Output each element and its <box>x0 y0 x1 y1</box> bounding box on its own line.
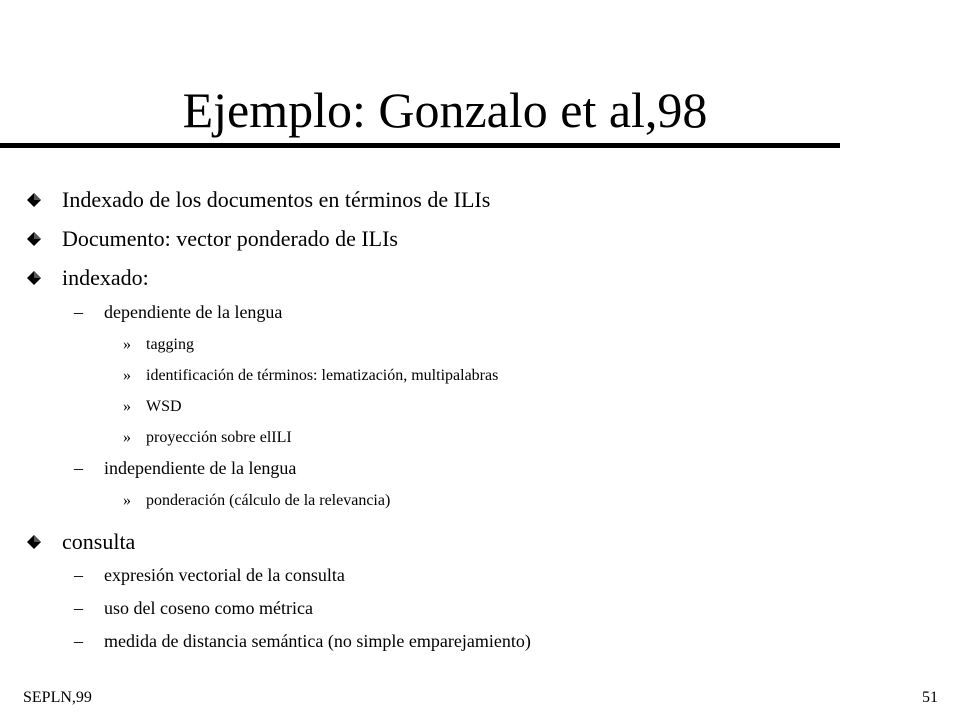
sub-item: independiente de la lengua <box>104 458 297 478</box>
sub-marker: » <box>123 367 131 384</box>
bullet-item: indexado: <box>62 265 149 290</box>
page-number: 51 <box>922 689 938 706</box>
diamond-bullet-icon <box>26 534 42 550</box>
sub-sub-item: identificación de términos: lematización, multipalabras <box>146 367 499 384</box>
sub-sub-item: tagging <box>146 336 194 353</box>
bullet-item: Documento: vector ponderado de ILIs <box>62 226 398 251</box>
sub-item: expresión vectorial de la consulta <box>104 565 345 585</box>
sub-item: dependiente de la lengua <box>104 302 283 322</box>
diamond-bullet-icon <box>26 270 42 286</box>
sub-sub-item: ponderación (cálculo de la relevancia) <box>146 492 391 509</box>
sub-marker: » <box>123 398 131 415</box>
dash-marker: – <box>74 598 83 618</box>
title-underline <box>0 143 840 148</box>
dash-marker: – <box>74 458 83 478</box>
dash-marker: – <box>74 631 83 651</box>
sub-marker: » <box>123 492 131 509</box>
bullet-item: Indexado de los documentos en términos de ILIs <box>62 187 491 212</box>
dash-marker: – <box>74 565 83 585</box>
footer-conference: SEPLN,99 <box>23 689 92 706</box>
diamond-bullet-icon <box>26 192 42 208</box>
sub-item: medida de distancia semántica (no simple emparejamiento) <box>104 631 531 651</box>
slide-title: Ejemplo: Gonzalo et al,98 <box>182 82 708 138</box>
bullet-item: consulta <box>62 529 136 554</box>
sub-sub-item: WSD <box>146 398 182 415</box>
sub-item: uso del coseno como métrica <box>104 598 313 618</box>
sub-marker: » <box>123 336 131 353</box>
dash-marker: – <box>74 302 83 322</box>
sub-marker: » <box>123 429 131 446</box>
sub-sub-item: proyección sobre elILI <box>146 429 292 446</box>
diamond-bullet-icon <box>26 231 42 247</box>
